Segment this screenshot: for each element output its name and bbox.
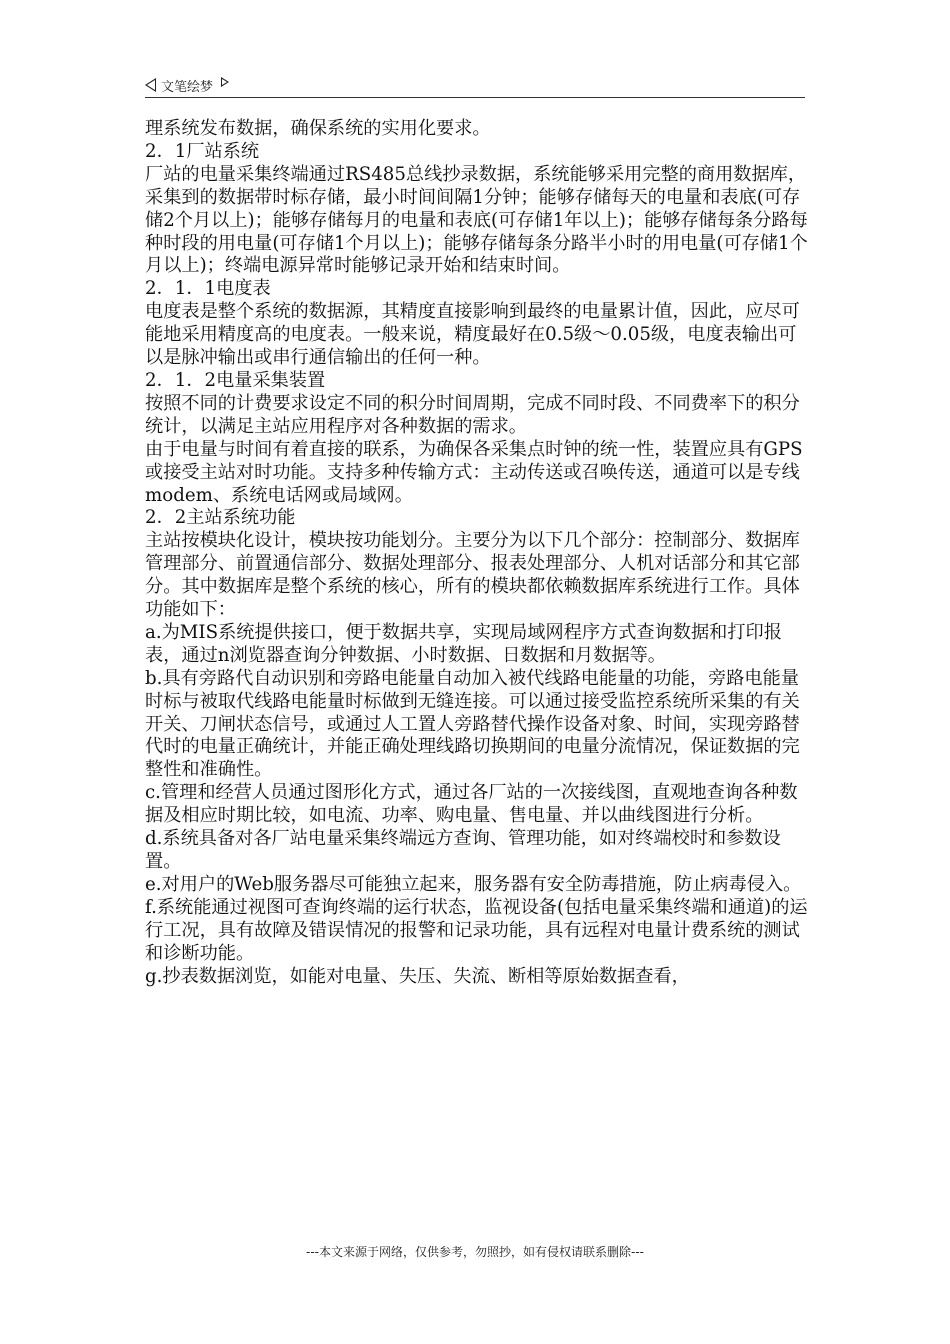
list-item: c.管理和经营人员通过图形化方式，通过各厂站的一次接线图，直观地查询各种数据及相应时期比较，如电流、功率、购电量、售电量、并以曲线图进行分析。 — [145, 782, 798, 827]
triangle-right-icon — [221, 77, 229, 87]
section-heading: 2．1厂站系统 — [145, 140, 260, 162]
paragraph: 由于电量与时间有着直接的联系，为确保各采集点时钟的统一性，装置应具有GPS或接受主站对时功能。支持多种传输方式：主动传送或召唤传送，通道可以是专线modem、系统电话网或局域网。 — [145, 438, 803, 506]
section-heading: 2．1．2电量采集装置 — [145, 369, 326, 391]
list-item: e.对用户的Web服务器尽可能独立起来，服务器有安全防毒措施，防止病毒侵入。 — [145, 873, 802, 895]
list-item: b.具有旁路代自动识别和旁路电能量自动加入被代线路电能量的功能，旁路电能量时标与被取代线路电能量时标做到无缝连接。可以通过接受监控系统所采集的有关开关、刀闸状态信号，或通过人工置人旁路替代操作设备对象、时间，实现旁路替代时的电量正确统计，并能正确处理线路切换期间的电量分流情况，保证数据的完整性和准确性。 — [145, 667, 800, 781]
paragraph: 厂站的电量采集终端通过RS485总线抄录数据，系统能够采用完整的商用数据库，采集到的数据带时标存储，最小时间间隔1分钟；能够存储每天的电量和表底(可存储2个月以上)；能够存储每月的电量和表底(可存储1年以上)；能够存储每条分路每种时段的用电量(可存储1个月以上)；能够存储每条分路半小时的用电量(可存储1个月以上)；终端电源异常时能够记录开始和结束时间。 — [145, 163, 808, 277]
header-title: 文笔绘梦 — [161, 79, 214, 95]
page-header — [145, 74, 229, 96]
list-item: g.抄表数据浏览，如能对电量、失压、失流、断相等原始数据查看， — [145, 965, 690, 987]
paragraph: 按照不同的计费要求设定不同的积分时间周期，完成不同时段、不同费率下的积分统计，以满足主站应用程序对各种数据的需求。 — [145, 392, 800, 437]
paragraph: 理系统发布数据，确保系统的实用化要求。 — [145, 118, 491, 139]
paragraph: 主站按模块化设计，模块按功能划分。主要分为以下几个部分：控制部分、数据库管理部分、前置通信部分、数据处理部分、报表处理部分、人机对话部分和其它部分。其中数据库是整个系统的核心，所有的模块都依赖数据库系统进行工作。具体功能如下： — [145, 530, 800, 621]
section-heading: 2．2主站系统功能 — [145, 507, 296, 529]
document-body — [145, 118, 810, 988]
list-item: f.系统能通过视图可查询终端的运行状态，监视设备(包括电量采集终端和通道)的运行工况，具有故障及错误情况的报警和记录功能，具有远程对电量计费系统的测试和诊断功能。 — [145, 896, 808, 964]
header-divider — [145, 97, 805, 98]
paragraph: 电度表是整个系统的数据源，其精度直接影响到最终的电量累计值，因此，应尽可能地采用精度高的电度表。一般来说，精度最好在0.5级～0.05级，电度表输出可以是脉冲输出或串行通信输出的任何一种。 — [145, 301, 800, 369]
triangle-left-icon — [145, 78, 156, 92]
list-item: d.系统具备对各厂站电量采集终端远方查询、管理功能，如对终端校时和参数设置。 — [145, 828, 781, 872]
page-footer: ---本文来源于网络，仅供参考，勿照抄，如有侵权请联系删除--- — [306, 1245, 644, 1259]
section-heading: 2．1．1电度表 — [145, 278, 271, 300]
list-item: a.为MIS系统提供接口，便于数据共享，实现局域网程序方式查询数据和打印报表，通过n浏览器查询分钟数据、小时数据、日数据和月数据等。 — [145, 621, 782, 666]
